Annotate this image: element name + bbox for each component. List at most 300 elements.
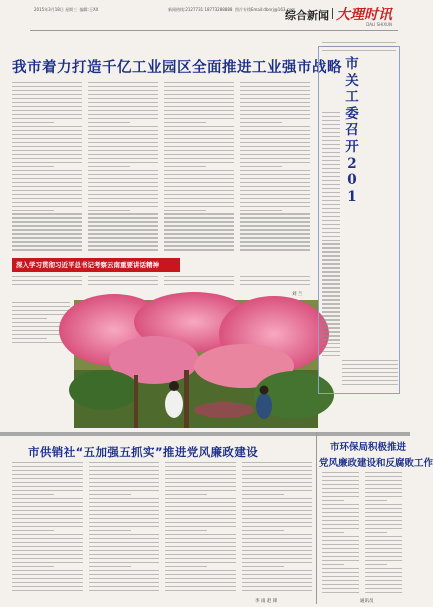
text-line [89, 526, 160, 527]
text-line [240, 150, 310, 151]
text-line [322, 548, 359, 549]
text-line [240, 276, 310, 277]
text-line [88, 206, 158, 207]
text-line [240, 280, 310, 281]
text-line [89, 502, 160, 503]
text-line [240, 102, 310, 103]
text-line [165, 470, 236, 471]
text-line [89, 534, 160, 535]
text-line [322, 168, 340, 169]
text-line [12, 478, 83, 479]
text-line [164, 162, 234, 163]
text-line [365, 580, 402, 581]
text-line [12, 146, 82, 147]
text-line [322, 224, 340, 225]
text-line [12, 554, 83, 555]
text-line [322, 172, 340, 173]
text-line [242, 506, 313, 507]
text-line [365, 520, 402, 521]
text-line [89, 558, 160, 559]
text-line [322, 116, 340, 117]
text-line [322, 275, 340, 276]
study-banner: 深入学习贯彻习近平总书记考察云南重要讲话精神 [12, 258, 180, 272]
text-line [242, 466, 313, 467]
text-line [164, 142, 234, 143]
text-line [322, 508, 359, 509]
text-line [165, 574, 236, 575]
text-line [240, 98, 310, 99]
text-line [322, 232, 340, 233]
text-line [12, 154, 82, 155]
text-line [342, 364, 398, 365]
text-line [165, 502, 236, 503]
text-line [12, 310, 70, 311]
text-line [365, 524, 402, 525]
text-line [164, 237, 234, 238]
text-line [12, 586, 83, 587]
text-line [88, 122, 130, 123]
text-line [322, 247, 340, 248]
text-line [88, 182, 158, 183]
text-line [242, 578, 313, 579]
text-line [12, 122, 54, 123]
lead-article-body [12, 82, 310, 254]
text-line [165, 514, 236, 515]
text-line [242, 542, 313, 543]
text-line [242, 534, 313, 535]
text-line [322, 540, 359, 541]
text-line [165, 482, 236, 483]
issue-date: 2015年3月18日 星期三 编辑:王XX [34, 7, 99, 12]
text-line [164, 98, 234, 99]
text-line [342, 380, 398, 381]
text-line [88, 114, 158, 115]
text-line [322, 291, 340, 292]
text-line [89, 490, 160, 491]
text-line [240, 162, 310, 163]
title-char: 召 [345, 122, 359, 139]
text-line [12, 190, 82, 191]
text-line [322, 315, 340, 316]
text-line [242, 574, 313, 575]
text-line [322, 271, 340, 272]
text-line [322, 564, 344, 565]
text-line [365, 572, 402, 573]
text-line [322, 311, 340, 312]
text-line [164, 178, 234, 179]
text-line [164, 170, 234, 171]
text-line [12, 237, 82, 238]
text-line [12, 466, 83, 467]
text-line [88, 190, 158, 191]
text-line [12, 213, 82, 214]
text-line [322, 500, 344, 501]
text-line [164, 154, 234, 155]
text-line [88, 150, 158, 151]
text-line [322, 323, 340, 324]
text-line [165, 522, 236, 523]
text-line [164, 138, 234, 139]
text-line [164, 118, 234, 119]
text-line [242, 474, 313, 475]
text-line [322, 124, 340, 125]
text-line [322, 156, 340, 157]
text-line [12, 462, 83, 463]
text-line [242, 582, 313, 583]
text-line [12, 225, 82, 226]
text-line [12, 94, 82, 95]
text-line [322, 243, 340, 244]
text-line [164, 245, 234, 246]
text-line [240, 134, 310, 135]
text-line [164, 190, 234, 191]
side-story-body-main [342, 360, 398, 390]
text-line [165, 474, 236, 475]
text-line [12, 150, 82, 151]
blossom-photo-image [74, 300, 318, 428]
side-story-body [322, 112, 340, 390]
side-story-intro [322, 42, 396, 54]
text-line [365, 496, 402, 497]
text-line [365, 536, 402, 537]
text-line [242, 470, 313, 471]
text-line [88, 229, 158, 230]
text-line [322, 228, 340, 229]
text-line [164, 213, 234, 214]
text-line [164, 110, 234, 111]
text-line [12, 522, 83, 523]
text-line [89, 514, 160, 515]
text-line [88, 241, 158, 242]
text-line [88, 237, 158, 238]
title-char: 1 [347, 188, 357, 205]
text-line [12, 194, 82, 195]
text-line [322, 255, 340, 256]
text-line [88, 102, 158, 103]
text-line [164, 94, 234, 95]
text-line [12, 530, 54, 531]
text-line [12, 166, 54, 167]
text-line [322, 220, 340, 221]
story-b-body [12, 462, 312, 596]
text-line [240, 202, 310, 203]
text-line [12, 506, 83, 507]
text-line [242, 478, 313, 479]
text-line [365, 484, 402, 485]
text-line [164, 221, 234, 222]
text-line [164, 122, 206, 123]
text-line [12, 126, 82, 127]
text-line [88, 110, 158, 111]
text-line [240, 284, 310, 285]
text-line [89, 586, 160, 587]
text-line [322, 120, 340, 121]
text-line [12, 186, 82, 187]
text-line [89, 578, 160, 579]
text-line [242, 538, 313, 539]
text-line [240, 225, 310, 226]
text-line [322, 556, 359, 557]
contact-info: 新闻热线:2127731 18773288888 图片专线Email:dbnrj@163.com [168, 7, 296, 12]
text-line [88, 98, 158, 99]
story-c-headline-1: 市环保局积极推进 [330, 442, 407, 453]
text-line [322, 283, 340, 284]
text-line [12, 558, 83, 559]
text-line [12, 538, 83, 539]
text-line [342, 376, 398, 377]
text-line [164, 233, 234, 234]
text-line [165, 566, 207, 567]
text-line [88, 194, 158, 195]
text-line [12, 514, 83, 515]
text-line [12, 338, 47, 339]
text-line [89, 522, 160, 523]
text-line [12, 229, 82, 230]
text-line [365, 504, 402, 505]
text-line [322, 536, 359, 537]
lead-byline: 刘 兰 [292, 292, 303, 297]
text-line [322, 532, 344, 533]
text-line [240, 190, 310, 191]
text-line [12, 314, 70, 315]
section-divider [0, 432, 410, 436]
text-line [12, 342, 70, 343]
title-char: 开 [345, 138, 359, 155]
text-line [322, 46, 396, 47]
text-line [165, 526, 236, 527]
text-line [322, 488, 359, 489]
text-line [322, 472, 359, 473]
text-line [12, 590, 83, 591]
text-line [88, 158, 158, 159]
text-line [165, 510, 236, 511]
text-line [365, 560, 402, 561]
text-line [12, 134, 82, 135]
section-name: 综合新闻 [285, 9, 329, 22]
text-line [365, 584, 402, 585]
text-line [12, 526, 83, 527]
text-line [164, 186, 234, 187]
text-line [322, 335, 340, 336]
text-column [12, 82, 82, 254]
text-line [242, 510, 313, 511]
text-line [165, 486, 236, 487]
text-line [322, 180, 340, 181]
text-line [88, 134, 158, 135]
text-line [89, 530, 131, 531]
text-line [242, 566, 284, 567]
text-line [242, 554, 313, 555]
text-line [12, 98, 82, 99]
text-line [365, 576, 402, 577]
text-line [12, 570, 83, 571]
text-line [165, 478, 236, 479]
text-line [88, 198, 158, 199]
text-line [322, 343, 340, 344]
text-line [12, 302, 70, 303]
text-line [89, 494, 131, 495]
text-line [12, 510, 83, 511]
text-line [165, 558, 236, 559]
text-line [322, 516, 359, 517]
text-line [88, 154, 158, 155]
text-line [365, 500, 387, 501]
text-line [342, 372, 398, 373]
text-line [88, 90, 158, 91]
text-line [365, 544, 402, 545]
text-line [164, 241, 234, 242]
text-line [88, 202, 158, 203]
text-line [88, 276, 158, 277]
text-line [322, 240, 340, 241]
text-line [365, 492, 402, 493]
text-line [322, 251, 340, 252]
text-line [12, 306, 70, 307]
text-line [89, 466, 160, 467]
text-line [12, 142, 82, 143]
text-line [12, 490, 83, 491]
text-line [322, 331, 340, 332]
text-line [322, 164, 340, 165]
text-line [242, 550, 313, 551]
text-line [365, 540, 402, 541]
text-line [165, 578, 236, 579]
text-line [240, 82, 310, 83]
text-line [322, 347, 340, 348]
text-line [165, 546, 236, 547]
text-line [242, 462, 313, 463]
text-line [89, 538, 160, 539]
text-line [242, 482, 313, 483]
text-line [242, 514, 313, 515]
text-line [322, 196, 340, 197]
text-line [164, 206, 234, 207]
text-line [240, 90, 310, 91]
text-line [89, 542, 160, 543]
text-line [240, 206, 310, 207]
text-line [240, 122, 282, 123]
text-line [365, 488, 402, 489]
text-line [12, 138, 82, 139]
text-line [322, 299, 340, 300]
text-line [322, 319, 340, 320]
text-line [365, 476, 402, 477]
text-column [240, 82, 310, 254]
text-line [12, 110, 82, 111]
text-line [88, 142, 158, 143]
text-line [365, 512, 402, 513]
text-line [164, 217, 234, 218]
text-line [164, 194, 234, 195]
text-column [164, 82, 234, 254]
text-line [89, 510, 160, 511]
text-line [12, 174, 82, 175]
column-divider [316, 432, 317, 604]
text-line [322, 520, 359, 521]
text-line [240, 170, 310, 171]
text-line [322, 576, 359, 577]
text-line [242, 518, 313, 519]
text-line [242, 494, 284, 495]
text-line [240, 114, 310, 115]
text-line [88, 94, 158, 95]
text-line [164, 146, 234, 147]
text-line [88, 284, 158, 285]
text-line [322, 144, 340, 145]
text-line [342, 368, 398, 369]
text-line [322, 512, 359, 513]
text-line [240, 221, 310, 222]
text-line [88, 146, 158, 147]
text-line [164, 174, 234, 175]
text-line [240, 194, 310, 195]
text-line [89, 478, 160, 479]
text-line [89, 498, 160, 499]
text-line [365, 588, 402, 589]
text-line [242, 546, 313, 547]
text-line [12, 566, 54, 567]
text-line [242, 498, 313, 499]
text-line [242, 558, 313, 559]
text-line [165, 490, 236, 491]
text-line [322, 160, 340, 161]
text-line [322, 259, 340, 260]
text-line [322, 544, 359, 545]
title-char: 2 [347, 155, 357, 172]
text-line [242, 586, 313, 587]
text-line [322, 208, 340, 209]
text-line [322, 351, 340, 352]
text-line [365, 480, 402, 481]
page-header [0, 0, 410, 38]
text-line [240, 237, 310, 238]
text-line [240, 245, 310, 246]
text-line [240, 241, 310, 242]
text-line [164, 86, 234, 87]
text-line [12, 114, 82, 115]
text-line [164, 249, 234, 250]
text-line [322, 140, 340, 141]
text-line [12, 82, 82, 83]
text-line [365, 532, 387, 533]
text-line [240, 233, 310, 234]
text-line [12, 498, 83, 499]
text-line [12, 284, 82, 285]
text-line [12, 217, 82, 218]
text-line [240, 154, 310, 155]
text-line [365, 564, 387, 565]
text-line [164, 82, 234, 83]
text-line [322, 136, 340, 137]
text-line [322, 236, 340, 237]
text-line [164, 134, 234, 135]
text-line [165, 530, 207, 531]
header-rule [30, 30, 398, 31]
paper-logo: 大理时讯 [336, 7, 392, 23]
divider [332, 8, 333, 19]
text-line [322, 184, 340, 185]
text-line [89, 562, 160, 563]
text-line [322, 339, 340, 340]
text-line [164, 90, 234, 91]
text-line [12, 542, 83, 543]
text-line [322, 572, 359, 573]
text-line [88, 126, 158, 127]
text-line [89, 590, 160, 591]
text-line [164, 166, 206, 167]
text-line [342, 360, 398, 361]
text-line [322, 200, 340, 201]
